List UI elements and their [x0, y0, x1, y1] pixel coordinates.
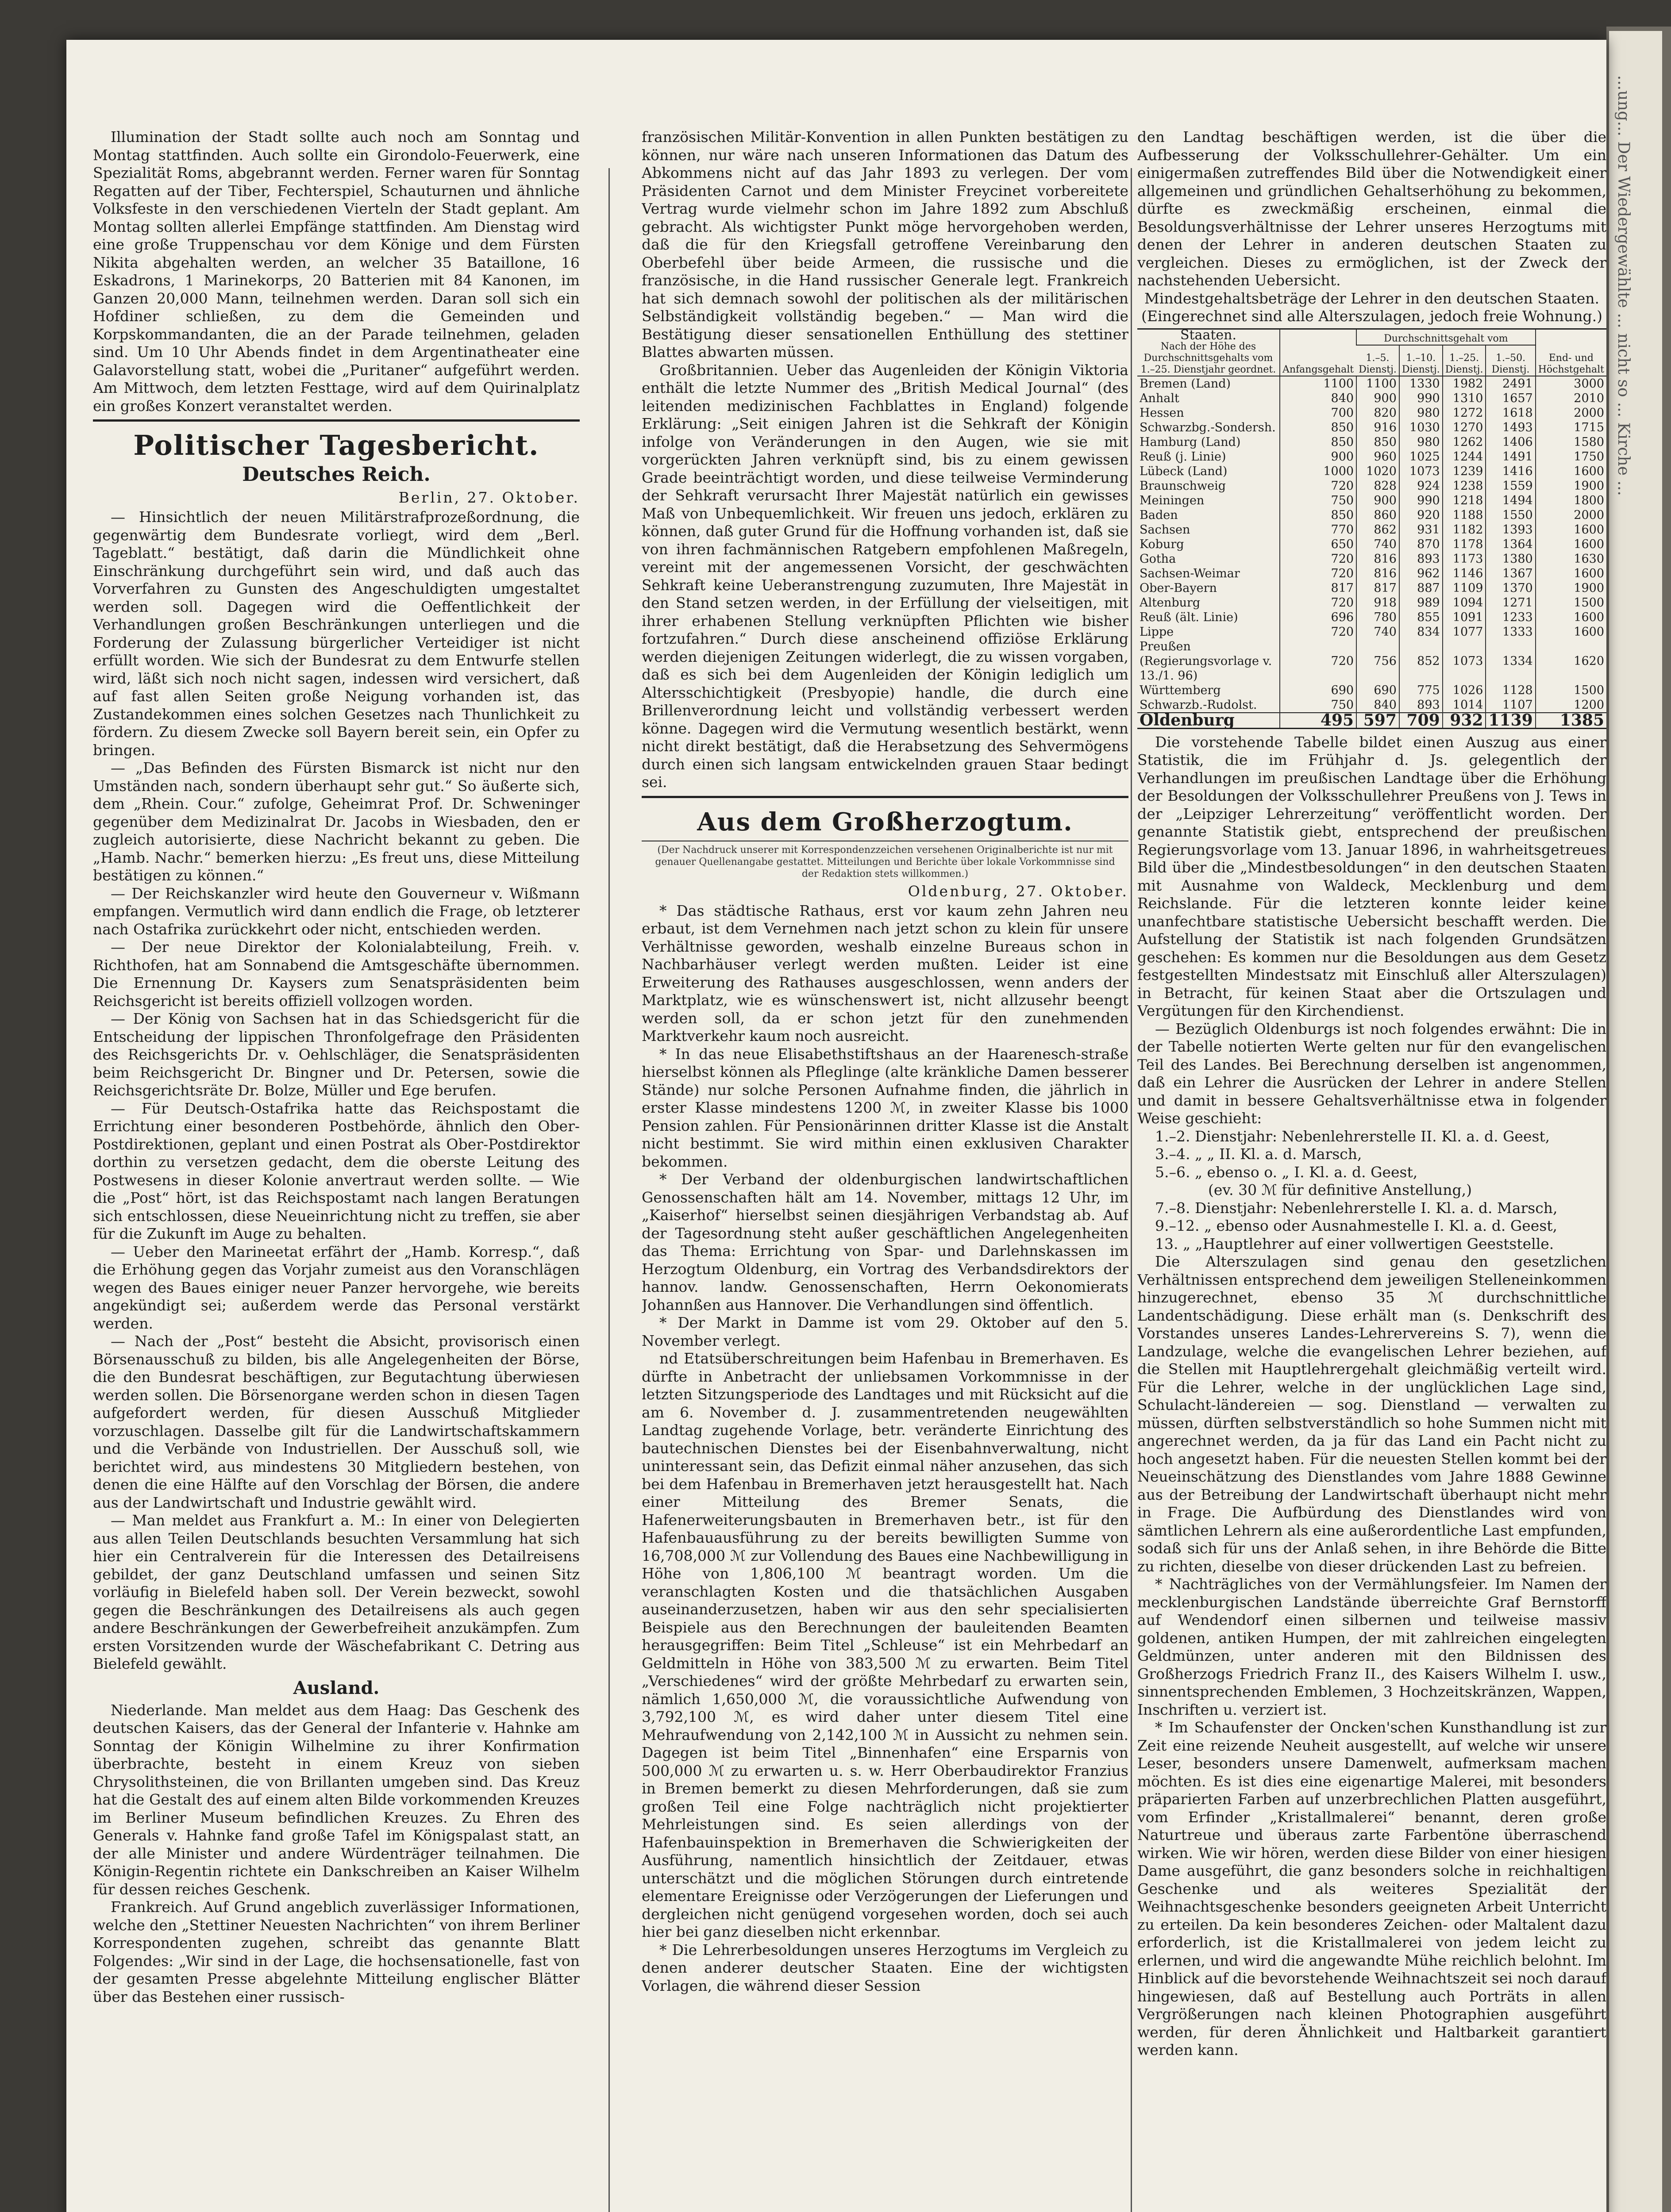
cell-value: 1550	[1486, 508, 1535, 522]
cell-value: 1262	[1443, 435, 1486, 449]
cell-value: 650	[1280, 537, 1356, 552]
header-average: Durchschnittsgehalt vom	[1356, 329, 1536, 345]
cell-value: 1091	[1443, 610, 1486, 625]
list-item: 5.–6. „ ebenso o. „ I. Kl. a. d. Geest,	[1155, 1163, 1418, 1181]
cell-state: Koburg	[1140, 537, 1184, 551]
cell-value: 1600	[1536, 537, 1606, 552]
header-years-1-5: 1.–5. Dienstj.	[1356, 345, 1399, 376]
cell-value: 709	[1399, 713, 1443, 729]
dateline: Berlin, 27. Oktober.	[398, 489, 580, 506]
cell-value: 1491	[1486, 449, 1535, 464]
cell-state: Baden	[1140, 508, 1178, 522]
cell-state: Schwarzb.-Rudolst.	[1140, 698, 1257, 712]
cell-state: Schwarzbg.-Sondersh.	[1140, 420, 1276, 434]
table-row	[1137, 566, 1606, 581]
cell-value: 860	[1356, 508, 1399, 522]
cell-value: 900	[1280, 449, 1356, 464]
cell-value: 1334	[1486, 639, 1535, 683]
cell-value: 820	[1356, 406, 1399, 420]
cell-state: Bremen (Land)	[1140, 376, 1231, 391]
cell-value: 1715	[1536, 420, 1606, 435]
news-paragraph: — Bezüglich Oldenburgs ist noch folgendes erwähnt: Die in der Tabelle notierten Werte gelten nur für den evangelischen Teil des Landes. Bei Berechnung derselben ist angenommen, daß ein Lehrer die Ausrücken der Lehrer in andere Stellen und damit in bessere Gehaltsverhältnisse etwa in folgender Weise geschieht:	[1137, 1020, 1606, 1127]
cell-value: 870	[1399, 537, 1443, 552]
table-row	[1137, 595, 1606, 610]
list-item: 3.–4. „ „ II. Kl. a. d. Marsch,	[1155, 1145, 1362, 1163]
cell-value: 1000	[1280, 464, 1356, 479]
cell-value: 1494	[1486, 493, 1535, 508]
table-row	[1137, 522, 1606, 537]
news-paragraph: — Der König von Sachsen hat in das Schiedsgericht für die Entscheidung der lippischen Thronfolgefrage den Präsidenten des Reichsgerichts Dr. v. Oehlschläger, die Senatspräsidenten beim Reichsgericht Dr. Bingner und Dr. Petersen, sowie die Reichsgerichtsräte Dr. Bolze, Müller und Ege berufen.	[93, 1010, 580, 1099]
cell-value: 1271	[1486, 595, 1535, 610]
cell-value: 828	[1356, 479, 1399, 493]
cell-value: 2000	[1536, 406, 1606, 420]
cell-value: 720	[1280, 625, 1356, 639]
table-row	[1137, 683, 1606, 698]
cell-value: 720	[1280, 479, 1356, 493]
cell-value: 887	[1399, 581, 1443, 595]
local-news-paragraph: * Das städtische Rathaus, erst vor kaum zehn Jahren neu erbaut, ist dem Vernehmen nach jetzt schon zu klein für unsere Verhältnisse geworden, weshalb einzelne Bureaus schon in Nachbarhäuser verlegt werden mußten. Leider ist eine Erweiterung des Rathauses ausgeschlossen, wenn anders der Marktplatz, wie es wünschenswert ist, nicht allzusehr beengt werden soll, da er schon jetzt für den zunehmenden Marktverkehr kaum noch ausreicht.	[642, 902, 1128, 1045]
cell-value: 1500	[1536, 683, 1606, 698]
cell-value: 850	[1280, 420, 1356, 435]
cell-value: 1330	[1399, 376, 1443, 391]
cell-value: 1600	[1536, 566, 1606, 581]
cell-value: 2491	[1486, 376, 1535, 391]
news-paragraph: * Im Schaufenster der Oncken'schen Kunsthandlung ist zur Zeit eine reizende Neuheit ausgestellt, auf welche wir unsere Leser, besonders unsere Damenwelt, aufmerksam machen möchten. Es ist dies eine eigenartige Malerei, mit besonders präparierten Farben auf unzerbrechlichen Platten ausgeführt, vom Erfinder „Kristallmalerei“ benannt, deren große Naturtreue und überaus zarte Farbentöne überraschend wirken. Wie wir hören, werden diese Bilder von einer hiesigen Dame ausgeführt, die ganz besonders solche in reichhaltigen Geschenke und als weiteres Spezialität der Weihnachtsgeschenke besonders geeigneten Arbeit Unterricht zu erteilen. Da kein besonderes Zeichen- oder Maltalent dazu erforderlich, ist die Kristallmalerei von jedem leicht zu erlernen, und wird die angewandte Mühe reichlich belohnt. Im Hinblick auf die bevorstehende Weihnachtszeit sei noch darauf hingewiesen, daß auf Bestellung auch Porträts in allen Vergrößerungen nach kleinen Photographien ausgeführt werden, für deren Ähnlichkeit und Haltbarkeit garantiert werden kann.	[1137, 1719, 1606, 2058]
header-years-1-50: 1.–50. Dienstj.	[1486, 345, 1535, 376]
cell-value: 696	[1280, 610, 1356, 625]
cell-value: 1982	[1443, 376, 1486, 391]
cell-state: Gotha	[1140, 552, 1176, 566]
cell-value: 840	[1356, 698, 1399, 713]
cell-state: Altenburg	[1140, 595, 1201, 610]
cell-value: 962	[1399, 566, 1443, 581]
cell-value: 918	[1356, 595, 1399, 610]
table-row	[1137, 479, 1606, 493]
table-row	[1137, 639, 1606, 683]
cell-value: 980	[1399, 435, 1443, 449]
cell-value: 740	[1356, 625, 1399, 639]
table-row	[1137, 406, 1606, 420]
cell-value: 1600	[1536, 610, 1606, 625]
cell-value: 862	[1356, 522, 1399, 537]
cell-value: 495	[1280, 713, 1356, 729]
ausland-title: Ausland.	[293, 1677, 380, 1698]
cell-value: 2010	[1536, 391, 1606, 406]
cell-value: 817	[1280, 581, 1356, 595]
salary-table-body	[1137, 376, 1606, 729]
intro-paragraph: Illumination der Stadt sollte auch noch am Sonntag und Montag stattfinden. Auch sollte ein Girondolo-Feuerwerk, eine Spezialität Roms, abgebrannt werden. Ferner waren für Sonntag Regatten auf der Tiber, Fechterspiel, Schauturnen und ähnliche Volksfeste in den verschiedenen Vierteln der Stadt geplant. Am Montag sollten allerlei Empfänge stattfinden. Am Dienstag wird eine große Truppenschau vor dem Könige und dem Fürsten Nikita abgehalten werden, an welcher 35 Bataillone, 16 Eskadrons, 1 Marinekorps, 20 Batterien mit 84 Kanonen, im Ganzen 20,000 Mann, teilnehmen werden. Daran soll sich ein Hofdiner schließen, zu dem die Gemeinden und Korpskommandanten, die an der Parade teilnehmen, geladen sind. Um 10 Uhr Abends findet in dem Argentinatheater eine Galavorstellung statt, wobei die „Puritaner“ aufgeführt werden. Am Mittwoch, dem letzten Festtage, wird auf dem Quirinalplatz ein großes Konzert veranstaltet werden.	[93, 128, 580, 415]
header-years-1-10: 1.–10. Dienstj.	[1399, 345, 1443, 376]
cell-value: 1750	[1536, 449, 1606, 464]
cell-value: 1580	[1536, 435, 1606, 449]
cell-value: 1238	[1443, 479, 1486, 493]
cell-value: 1094	[1443, 595, 1486, 610]
column-1	[93, 128, 580, 2212]
cell-state: Meiningen	[1140, 493, 1205, 507]
cell-value: 960	[1356, 449, 1399, 464]
news-paragraph: Die vorstehende Tabelle bildet einen Auszug aus einer Statistik, die im Frühjahr d. Js. gelegentlich der Verhandlungen im preußischen Landtage über die Erhöhung der Besoldungen der Volksschullehrer Preußens von J. Tews in der „Leipziger Lehrerzeitung“ veröffentlicht worden. Der genannte Statistik giebt, entsprechend der preußischen Regierungsvorlage vom 13. Januar 1896, in wahrheitsgetreues Bild über die „Mindestbesoldungen“ in den deutschen Staaten mit Ausnahme von Waldeck, Mecklenburg und dem Reichslande. Für die letzteren konnte leider keine unanfechtbare statistische Uebersicht beschafft werden. Die Aufstellung der Statistik ist nach folgenden Grundsätzen geschehen: Es kommen nur die Besoldungen aus dem Gesetz festgestellten Mindestsatz mit Einschluß aller Alterszulagen) in Betracht, für keinen Staat aber die Ortszulagen und Vergütungen für den Kirchendienst.	[1137, 733, 1606, 1019]
salary-table	[1137, 328, 1606, 729]
cell-value: 1370	[1486, 581, 1535, 595]
cell-value: 989	[1399, 595, 1443, 610]
section-title: Politischer Tagesbericht.	[133, 429, 539, 461]
cell-value: 1600	[1536, 625, 1606, 639]
cell-value: 931	[1399, 522, 1443, 537]
cell-value: 1100	[1280, 376, 1356, 391]
cell-value: 1239	[1443, 464, 1486, 479]
cell-value: 1310	[1443, 391, 1486, 406]
cell-value: 700	[1280, 406, 1356, 420]
header-end: End- und Höchstgehalt	[1536, 329, 1606, 376]
cell-value: 3000	[1536, 376, 1606, 391]
cell-value: 990	[1399, 391, 1443, 406]
news-paragraph: — Hinsichtlich der neuen Militärstrafprozeßordnung, die gegenwärtig dem Bundesrate vorliegt, wird dem „Berl. Tageblatt.“ bestätigt, daß darin die Mündlichkeit ohne Einschränkung durchgeführt sein wird, und daß auch das Vorverfahren zu Gunsten des Angeschuldigten umgestaltet werden soll. Dagegen wird die Oeffentlichkeit der Verhandlungen großen Beschränkungen unterliegen und die Forderung der Zulassung bürgerlicher Verteidiger ist nicht erfüllt worden. Wie sich der Bundesrat zu dem Entwurfe stellen wird, läßt sich noch nicht sagen, indessen wird versichert, daß auf fast allen Seiten große Neigung vorhanden ist, das Zustandekommen eines solchen Gesetzes nach Thunlichkeit zu fördern. Zu diesem Zwecke soll Bayern bereit sein, ein Opfer zu bringen.	[93, 508, 580, 759]
cell-value: 1014	[1443, 698, 1486, 713]
table-row	[1137, 435, 1606, 449]
cell-value: 900	[1356, 493, 1399, 508]
cell-value: 1600	[1536, 464, 1606, 479]
cell-value: 1600	[1536, 522, 1606, 537]
cell-value: 1630	[1536, 552, 1606, 566]
cell-value: 1416	[1486, 464, 1535, 479]
header-years-1-25: 1.–25. Dienstj.	[1443, 345, 1486, 376]
table-row	[1137, 376, 1606, 391]
cell-value: 597	[1356, 713, 1399, 729]
cell-value: 1109	[1443, 581, 1486, 595]
section-divider	[93, 419, 580, 422]
cell-value: 1139	[1486, 713, 1535, 729]
section-title: Aus dem Großherzogtum.	[697, 807, 1073, 837]
cell-value: 1364	[1486, 537, 1535, 552]
cell-value: 1620	[1536, 639, 1606, 683]
table-row	[1137, 464, 1606, 479]
table-row-total	[1137, 713, 1606, 729]
cell-value: 1406	[1486, 435, 1535, 449]
cell-value: 1657	[1486, 391, 1535, 406]
cell-value: 1800	[1536, 493, 1606, 508]
list-item: (ev. 30 ℳ für definitive Anstellung,)	[1208, 1181, 1472, 1198]
cell-value: 1030	[1399, 420, 1443, 435]
cell-value: 916	[1356, 420, 1399, 435]
cell-value: 1107	[1486, 698, 1535, 713]
list-item: 1.–2. Dienstjahr: Nebenlehrerstelle II. Kl. a. d. Geest,	[1155, 1127, 1550, 1145]
cell-value: 855	[1399, 610, 1443, 625]
cell-value: 1385	[1536, 713, 1606, 729]
cell-value: 834	[1399, 625, 1443, 639]
cell-value: 1128	[1486, 683, 1535, 698]
column-rule-1	[608, 168, 610, 2212]
cell-value: 1073	[1399, 464, 1443, 479]
cell-value: 720	[1280, 566, 1356, 581]
table-row	[1137, 391, 1606, 406]
column-2	[642, 128, 1128, 2212]
news-paragraph: Frankreich. Auf Grund angeblich zuverlässiger Informationen, welche den „Stettiner Neuesten Nachrichten“ von ihrem Berliner Korrespondenten zugehen, schreibt das genannte Blatt Folgendes: „Wir sind in der Lage, die hochsensationelle, fast von der gesamten Presse abgelehnte Mitteilung englischer Blätter über das Bestehen einer russisch-	[93, 1898, 580, 2005]
local-news-paragraph: nd Etatsüberschreitungen beim Hafenbau in Bremerhaven. Es dürfte in Anbetracht der unliebsamen Vorkommnisse in der letzten Sitzungsperiode des Landtages und mit Rücksicht auf die am 6. November d. J. zusammentretenden neugewählten Landtag zugehende Vorlage, betr. veränderte Einrichtung des bautechnischen Dienstes bei der Eisenbahnverwaltung, nicht uninteressant sein, das Defizit einmal näher anzusehen, das sich bei dem Hafenbau in Bremerhaven jetzt herausgestellt hat. Nach einer Mitteilung des Bremer Senats, die Hafenerweiterungsbauten in Bremerhaven betr., ist für den Hafenbauausführung zu der bereits bewilligten Summe von 16,708,000 ℳ zur Vollendung des Baues eine Nachbewilligung in Höhe von 1,806,100 ℳ beantragt worden. Um die veranschlagten Kosten und die thatsächlichen Ausgaben auseinanderzusetzen, haben wir aus den sehr specialisierten Beispiele aus den Berechnungen der bauleitenden Beamten herausgegriffen: Beim Titel „Schleuse“ ist ein Mehrbedarf an Geldmitteln in Höhe von 383,500 ℳ zu erwarten. Beim Titel „Verschiedenes“ wird der größte Mehrbedarf zu erwarten sein, nämlich 1,650,000 ℳ, die voraussichtliche Aufwendung von 3,792,100 ℳ, es wird daher unter diesem Titel eine Mehraufwendung von 2,142,100 ℳ in Aussicht zu nehmen sein. Dagegen ist beim Titel „Binnenhafen“ eine Ersparnis von 500,000 ℳ zu erwarten u. s. w. Herr Oberbaudirektor Franzius in Bremen bemerkt zu diesen Mehrforderungen, daß sie zum großen Teil eine Folge nachträglich nicht projektierter Mehrleistungen sind. Es seien allerdings von der Hafenbauinspektion in Bremerhaven die Schwierigkeiten der Ausführung, namentlich hinsichtlich der Zeitdauer, etwas unterschätzt und die möglichen Störungen durch eintretende elementare Ereignisse oder Verzögerungen der Lieferungen und dergleichen nicht genügend vorgesehen worden, doch sei auch hier bei ganz dieselben nicht erkennbar.	[642, 1350, 1128, 1940]
cell-value: 932	[1443, 713, 1486, 729]
table-row	[1137, 625, 1606, 639]
reprint-notice: (Der Nachdruck unserer mit Korrespondenzzeichen versehenen Originalberichte ist nur mit genauer Quellenangabe gestattet. Mitteilungen und Berichte über lokale Vorkommnisse sind der Redaktion stets willkommen.)	[655, 844, 1115, 879]
table-caption: Mindestgehaltsbeträge der Lehrer in den deutschen Staaten.	[1144, 289, 1600, 307]
cell-value: 1559	[1486, 479, 1535, 493]
subsection-title: Deutsches Reich.	[242, 463, 431, 486]
cell-value: 690	[1280, 683, 1356, 698]
news-paragraph: — Ueber den Marineetat erfährt der „Hamb. Korresp.“, daß die Erhöhung gegen das Vorjahr zumeist aus den Voranschlägen wegen des Baues einiger neuer Panzer hervorgehe, wie bereits angekündigt sei; außerdem werde das Personal verstärkt werden.	[93, 1243, 580, 1332]
cell-value: 1218	[1443, 493, 1486, 508]
dateline: Oldenburg, 27. Oktober.	[908, 882, 1128, 900]
cell-value: 780	[1356, 610, 1399, 625]
cell-value: 1026	[1443, 683, 1486, 698]
cell-value: 924	[1399, 479, 1443, 493]
cell-state: Hessen	[1140, 406, 1184, 420]
cell-value: 1200	[1536, 698, 1606, 713]
adjacent-page-strip	[1609, 31, 1662, 2212]
cell-value: 1025	[1399, 449, 1443, 464]
cell-value: 852	[1399, 639, 1443, 683]
cell-state: Preußen (Regierungsvorlage v. 13./1. 96)	[1140, 639, 1272, 683]
news-paragraph: den Landtag beschäftigen werden, ist die über die Aufbesserung der Volksschullehrer-Gehälter. Um ein einigermaßen zutreffendes Bild über die Notwendigkeit einer allgemeinen und gründlichen Gehaltserhöhung zu bekommen, dürfte es zweckmäßig erscheinen, einmal die Besoldungsverhältnisse der Lehrer unseres Herzogtums mit denen der Lehrer in anderen deutschen Staaten zu vergleichen. Dieses zu ermöglichen, ist der Zweck der nachstehenden Uebersicht.	[1137, 128, 1606, 289]
cell-value: 850	[1280, 435, 1356, 449]
column-3	[1137, 128, 1606, 2212]
cell-state: Ober-Bayern	[1140, 581, 1217, 595]
cell-value: 1100	[1356, 376, 1399, 391]
cell-state: Sachsen-Weimar	[1140, 566, 1240, 580]
news-paragraph: französischen Militär-Konvention in allen Punkten bestätigen zu können, nur wäre nach unseren Informationen das Datum des Abkommens nicht auf das Jahr 1893 zu verlegen. Der vom Präsidenten Carnot und dem Minister Freycinet vorbereitete Vertrag wurde vielmehr schon im Jahre 1892 zum Abschluß gebracht. Als wichtigster Punkt möge hervorgehoben werden, daß die für den Kriegsfall getroffene Vereinbarung den Oberbefehl über beide Armeen, die russische und die französische, in die Hand russischer Generale legt. Frankreich hat sich demnach sowohl der politischen als der militärischen Selbständigkeit vollständig begeben.“ — Man wird die Bestätigung dieser sensationellen Enthüllung des stettiner Blattes abwarten müssen.	[642, 128, 1128, 361]
cell-value: 840	[1280, 391, 1356, 406]
cell-value: 1077	[1443, 625, 1486, 639]
cell-value: 817	[1356, 581, 1399, 595]
cell-value: 720	[1280, 595, 1356, 610]
cell-value: 816	[1356, 566, 1399, 581]
local-news-paragraph: * Die Lehrerbesoldungen unseres Herzogtums im Vergleich zu denen anderer deutscher Staaten. Eine der wichtigsten Vorlagen, die während dieser Session	[642, 1941, 1128, 1994]
news-paragraph: — Für Deutsch-Ostafrika hatte das Reichspostamt die Errichtung einer besonderen Postbehörde, ähnlich den Ober-Postdirektionen, geplant und einen Postrat als Ober-Postdirektor dorthin zu versetzen gedacht, dem die oberste Leitung des Postwesens in dieser Kolonie anvertraut werden sollte. — Wie die „Post“ hört, ist das Reichspostamt nach langen Beratungen sich entschlossen, diese Neueinrichtung nicht zu treffen, sie aber für die Zukunft im Auge zu behalten.	[93, 1099, 580, 1242]
header-start: Anfangsgehalt	[1280, 329, 1356, 376]
cell-value: 2000	[1536, 508, 1606, 522]
cell-value: 850	[1356, 435, 1399, 449]
list-item: 9.–12. „ ebenso oder Ausnahmestelle I. Kl. a. d. Geest,	[1155, 1217, 1557, 1234]
section-divider	[642, 796, 1128, 798]
cell-value: 1244	[1443, 449, 1486, 464]
news-paragraph: — „Das Befinden des Fürsten Bismarck ist nicht nur den Umständen nach, sondern überhaupt sehr gut.“ So äußerte sich, dem „Rhein. Cour.“ zufolge, Geheimrat Prof. Dr. Schweninger gegenüber dem Medizinalrat Dr. Jacobs in Wiesbaden, den er zugleich autorisierte, diese Nachricht bekannt zu geben. Die „Hamb. Nachr.“ bemerken hierzu: „Es freut uns, diese Mitteilung bestätigen zu können.“	[93, 759, 580, 884]
header-state: Staaten. Nach der Höhe des Durchschnittsgehalts vom 1.–25. Dienstjahr geordnet.	[1137, 329, 1280, 376]
cell-value: 900	[1356, 391, 1399, 406]
news-paragraph: Die Alterszulagen sind genau den gesetzlichen Verhältnissen entsprechend dem jeweiligen Stelleneinkommen hinzugerechnet, ebenso 35 ℳ durchschnittliche Landentschädigung. Diese erhält man (s. Denkschrift des Vorstandes unseres Landes-Lehrervereins S. 7), wenn die Landzulage, welche die evangelischen Lehrer beziehen, auf die Stellen mit Hauptlehrergehalt gleichmäßig verteilt wird. Für die Lehrer, welche in der unglücklichen Lage sind, Schulacht-ländereien — sog. Dienstland — verwalten zu müssen, dürften selbstverständlich so hohe Summen nicht mit angerechnet werden, da ja für das Land ein Pacht nicht zu hoch angesetzt haben. Für die neuesten Stellen kommt bei der Neueinschätzung des Dienstlandes vom Jahre 1888 Gewinne aus der Betreibung der Landwirtschaft überhaupt nicht mehr in Frage. Die Aufbürdung des Dienstlandes wird von sämtlichen Lehrern als eine außerordentliche Last empfunden, sodaß sich für uns der Anlaß sehen, in ihre Behörde die Bitte zu richten, dieselbe von dieser drückenden Last zu befreien.	[1137, 1253, 1606, 1575]
cell-state: Reuß (ält. Linie)	[1140, 610, 1238, 624]
cell-value: 1500	[1536, 595, 1606, 610]
cell-value: 1393	[1486, 522, 1535, 537]
cell-value: 770	[1280, 522, 1356, 537]
table-row	[1137, 610, 1606, 625]
cell-state: Oldenburg	[1137, 713, 1280, 729]
cell-value: 750	[1280, 493, 1356, 508]
cell-value: 850	[1280, 508, 1356, 522]
news-paragraph: — Der neue Direktor der Kolonialabteilung, Freih. v. Richthofen, hat am Sonnabend die Amtsgeschäfte übernommen. Die Ernennung Dr. Kaysers zum Senatspräsidenten beim Reichsgericht ist bereits offiziell vollzogen worden.	[93, 938, 580, 1010]
news-paragraph: — Man meldet aus Frankfurt a. M.: In einer von Delegierten aus allen Teilen Deutschlands besuchten Versammlung hat sich hier ein Centralverein für die Interessen des Detailreisens gebildet, der ganz Deutschland umfassen und seinen Sitz vorläufig in Bielefeld haben soll. Der Verein bezweckt, sowohl gegen die Beschränkungen des Detailreisens als auch gegen andere Beschränkungen der Gewerbefreiheit anzukämpfen. Zum ersten Vorsitzenden wurde der Wäschefabrikant C. Detring aus Bielefeld gewählt.	[93, 1512, 580, 1672]
cell-state: Braunschweig	[1140, 479, 1226, 493]
news-paragraph: — Nach der „Post“ besteht die Absicht, provisorisch einen Börsenausschuß zu bilden, bis alle Angelegenheiten der Börse, die den Bundesrat beschäftigen, zur Begutachtung überwiesen werden sollen. Die Börsenorgane werden schon in diesen Tagen aufgefordert werden, für diesen Ausschuß Mitglieder vorzuschlagen. Dasselbe gilt für die Landwirtschaftskammern und die Verbände von Industriellen. Der Ausschuß soll, wie berichtet wird, aus mindestens 30 Mitgliedern bestehen, von denen die eine Hälfte auf den Vorschlag der Börsen, die andere aus der Landwirtschaft und Industrie gewählt wird.	[93, 1333, 580, 1511]
cell-value: 1900	[1536, 479, 1606, 493]
table-row	[1137, 493, 1606, 508]
table-row	[1137, 420, 1606, 435]
cell-value: 1618	[1486, 406, 1535, 420]
local-news-paragraph: * In das neue Elisabethstiftshaus an der Haarenesch-straße hierselbst können als Pfleglinge (alte kränkliche Damen besserer Stände) nur solche Personen Aufnahme finden, die jährlich in erster Klasse mindestens 1200 ℳ, in zweiter Klasse bis 1000 Pension zahlen. Für Pensionärinnen dritter Klasse ist die Anstalt nicht bestimmt. Sie wird mithin einen exklusiven Charakter bekommen.	[642, 1045, 1128, 1170]
cell-value: 1270	[1443, 420, 1486, 435]
table-row	[1137, 698, 1606, 713]
table-row	[1137, 508, 1606, 522]
local-news-paragraph: * Der Markt in Damme ist vom 29. Oktober auf den 5. November verlegt.	[642, 1314, 1128, 1349]
news-paragraph: Niederlande. Man meldet aus dem Haag: Das Geschenk des deutschen Kaisers, das der General der Infanterie v. Hahnke am Sonntag der Königin Wilhelmine zu ihrer Konfirmation überbrachte, besteht in einem Kreuz von sieben Chrysolithsteinen, die von Brillanten umgeben sind. Das Kreuz hat die Gestalt des auf einem alten Bilde vorkommenden Kreuzes im Berliner Museum befindlichen Kreuzes. Zu Ehren des Generals v. Hahnke fand große Tafel im Königspalast statt, an der alle Minister und andere Würdenträger teilnahmen. Die Königin-Regentin richtete ein Dankschreiben an Kaiser Wilhelm für dessen reiches Geschenk.	[93, 1701, 580, 1898]
table-row	[1137, 449, 1606, 464]
cell-value: 750	[1280, 698, 1356, 713]
news-paragraph: Großbritannien. Ueber das Augenleiden der Königin Viktoria enthält die letzte Nummer des „British Medical Journal“ (des leitenden medizinischen Fachblattes in England) folgende Erklärung: „Seit einigen Jahren ist die Sehkraft der Königin infolge von Veränderungen in den Augen, wie sie mit vorgerückten Jahren verknüpft sind, bis zu einem gewissen Grade beeinträchtigt worden, und diese teilweise Verminderung der Sehkraft verursacht Ihrer Majestät natürlich ein gewisses Maß von Unbequemlichkeit. Wir freuen uns jedoch, erklären zu können, daß guter Grund für die Hoffnung vorhanden ist, daß sie von ihren fachmännischen Ratgebern empfohlenen Maßregeln, vereint mit der angemessenen Vorsicht, der geschwächten Sehkraft keine Ueberanstrengung zuzumuten, Ihre Majestät in den Stand setzen werden, in der Erfüllung der vielseitigen, mit ihrer erhabenen Stellung verknüpften Pflichten wie bisher fortzufahren.“ Durch diese anscheinend offiziöse Erklärung werden diejenigen Zeitungen widerlegt, die zu wissen vorgaben, daß es sich bei dem Augenleiden der Königin lediglich um Altersschichtigkeit (Presbyopie) handle, die durch eine Brillenverordnung leicht und vollständig verbessert werden könne. Dagegen wird die Vermutung wesentlich bestärkt, wenn nicht direkt bestätigt, daß die Herabsetzung des Sehvermögens durch einen sich langsam entwickelnden grauen Staar bedingt sei.	[642, 361, 1128, 791]
cell-state: Anhalt	[1140, 391, 1179, 405]
cell-value: 720	[1280, 552, 1356, 566]
cell-value: 1333	[1486, 625, 1535, 639]
list-item: 7.–8. Dienstjahr: Nebenlehrerstelle I. Kl. a. d. Marsch,	[1155, 1199, 1558, 1217]
table-row	[1137, 552, 1606, 566]
cell-value: 893	[1399, 552, 1443, 566]
cell-value: 920	[1399, 508, 1443, 522]
cell-state: Lippe	[1140, 625, 1174, 639]
cell-state: Reuß (j. Linie)	[1140, 449, 1226, 464]
cell-value: 1272	[1443, 406, 1486, 420]
local-news-paragraph: * Der Verband der oldenburgischen landwirtschaftlichen Genossenschaften hält am 14. November, mittags 12 Uhr, im „Kaiserhof“ hierselbst seinen diesjährigen Verbandstag ab. Auf der Tagesordnung steht außer geschäftlichen Angelegenheiten das Thema: Errichtung von Spar- und Darlehnskassen im Herzogtum Oldenburg, ein Vortrag des Verbandsdirektors der hannov. landw. Genossenschaften, Herrn Oekonomierats Johannßen aus Hannover. Die Verhandlungen sind öffentlich.	[642, 1171, 1128, 1313]
cell-value: 1188	[1443, 508, 1486, 522]
table-caption-note: (Eingerechnet sind alle Alterszulagen, jedoch freie Wohnung.)	[1141, 307, 1602, 325]
cell-value: 1367	[1486, 566, 1535, 581]
cell-value: 775	[1399, 683, 1443, 698]
cell-value: 720	[1280, 639, 1356, 683]
adjacent-page-text: ...ung... Der Wiedergewählte ... nicht so ... Kirche ...	[1614, 75, 1632, 496]
cell-state: Sachsen	[1140, 522, 1190, 537]
cell-state: Hamburg (Land)	[1140, 435, 1241, 449]
table-row	[1137, 537, 1606, 552]
cell-value: 1182	[1443, 522, 1486, 537]
cell-value: 980	[1399, 406, 1443, 420]
cell-value: 740	[1356, 537, 1399, 552]
cell-value: 1900	[1536, 581, 1606, 595]
cell-value: 690	[1356, 683, 1399, 698]
news-paragraph: — Der Reichskanzler wird heute den Gouverneur v. Wißmann empfangen. Vermutlich wird dann endlich die Frage, ob letzterer nach Ostafrika zurückkehrt oder nicht, entschieden werden.	[93, 884, 580, 938]
cell-value: 1073	[1443, 639, 1486, 683]
cell-value: 1233	[1486, 610, 1535, 625]
list-item: 13. „ „Hauptlehrer auf einer vollwertigen Geeststelle.	[1155, 1235, 1554, 1252]
cell-value: 756	[1356, 639, 1399, 683]
cell-value: 1173	[1443, 552, 1486, 566]
table-row	[1137, 581, 1606, 595]
cell-value: 990	[1399, 493, 1443, 508]
cell-value: 816	[1356, 552, 1399, 566]
news-paragraph: * Nachträgliches von der Vermählungsfeier. Im Namen der mecklenburgischen Landstände überreichte Graf Bernstorff auf Wendendorf einen silbernen und teilweise massiv goldenen, antiken Humpen, der mit zahlreichen eingelegten Geldmünzen, unter anderen mit den Bildnissen des Großherzogs Friedrich Franz II., des Kaisers Wilhelm I. usw., sinnentsprechenden Emblemen, 3 Hochzeitskränzen, Wappen, Inschriften u. verziert ist.	[1137, 1575, 1606, 1718]
cell-state: Lübeck (Land)	[1140, 464, 1228, 478]
column-rule-2	[1131, 168, 1132, 2212]
cell-value: 1380	[1486, 552, 1535, 566]
cell-state: Württemberg	[1140, 683, 1221, 697]
cell-value: 1146	[1443, 566, 1486, 581]
cell-value: 1493	[1486, 420, 1535, 435]
cell-value: 893	[1399, 698, 1443, 713]
cell-value: 1020	[1356, 464, 1399, 479]
cell-value: 1178	[1443, 537, 1486, 552]
